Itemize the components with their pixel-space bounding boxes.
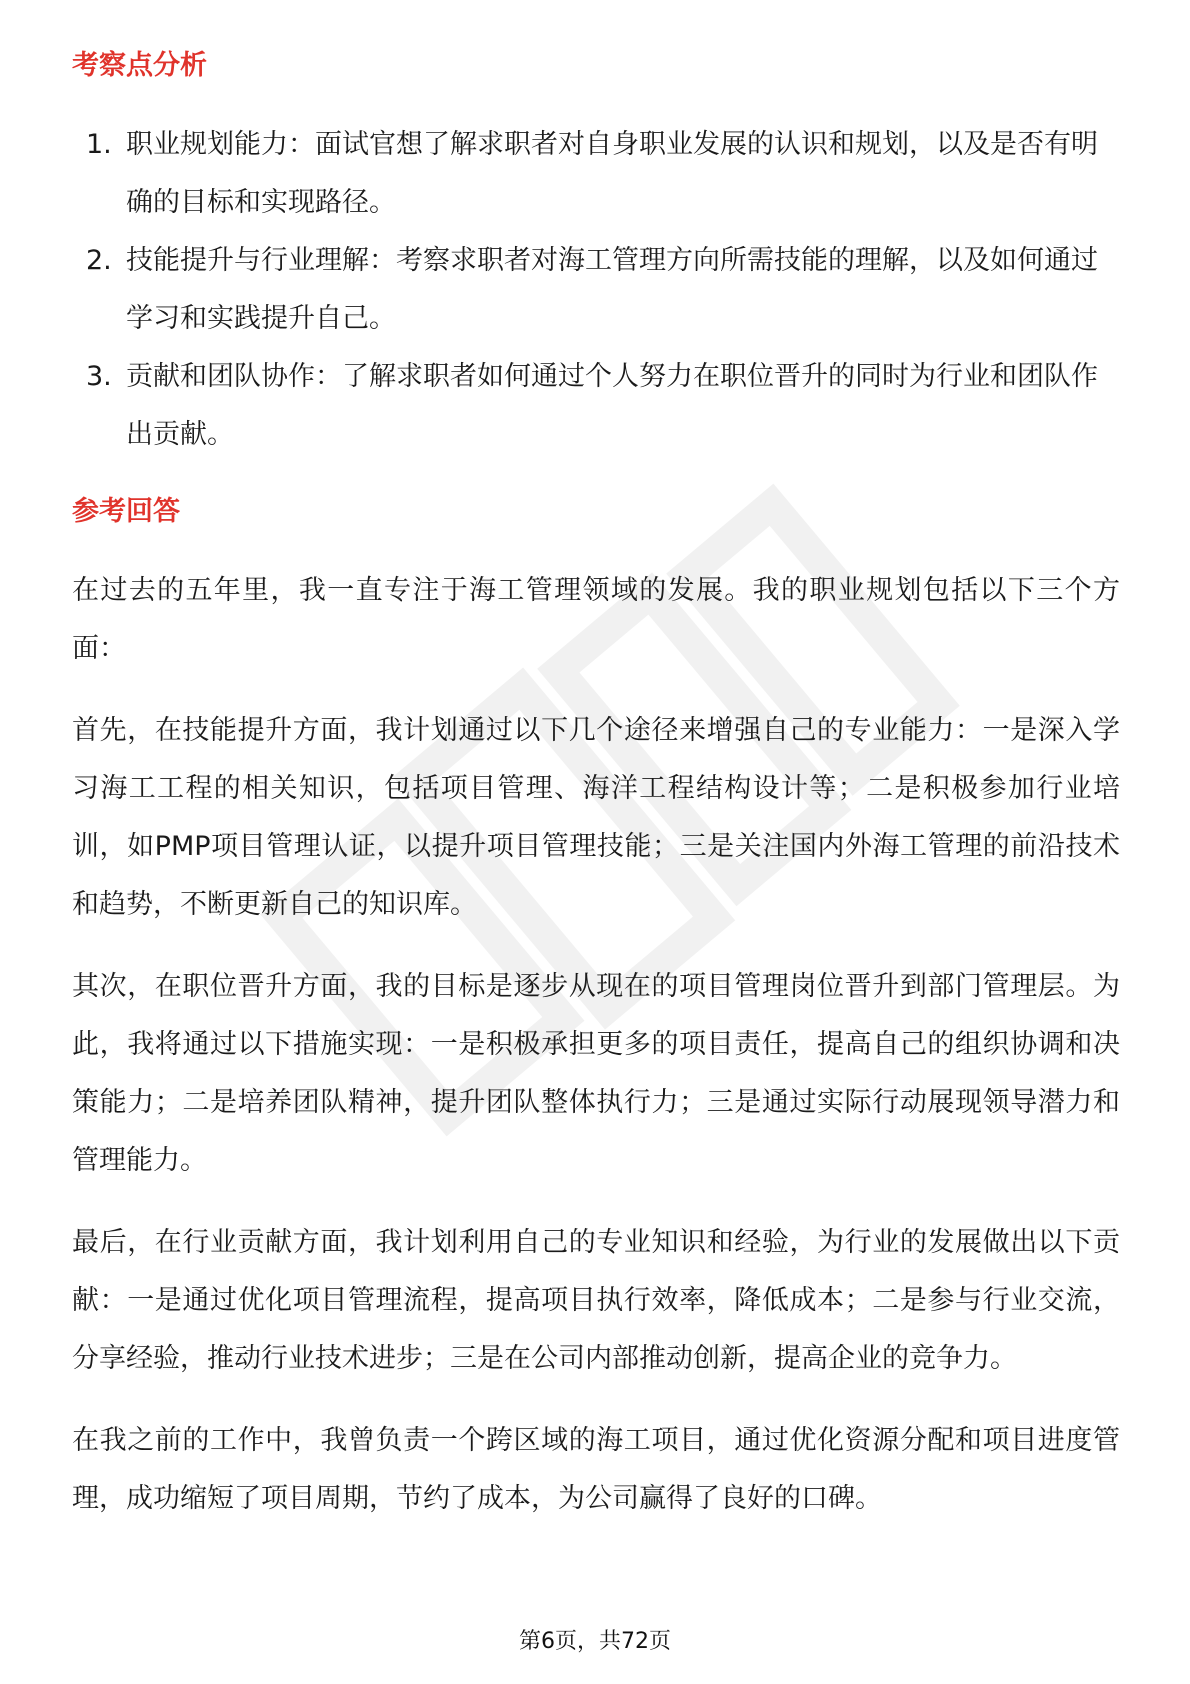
answer-paragraph: 其次，在职位晋升方面，我的目标是逐步从现在的项目管理岗位晋升到部门管理层。为此，我将通过以下措施实现：一是积极承担更多的项目责任，提高自己的组织协调和决策能力；二是培养团队精神，提升团队整体执行力；三是通过实际行动展现领导潜力和管理能力。 [72, 971, 1120, 1176]
list-item-text: 技能提升与行业理解：考察求职者对海工管理方向所需技能的理解，以及如何通过学习和实践提升自己。 [126, 245, 1098, 334]
answer-paragraph: 在过去的五年里，我一直专注于海工管理领域的发展。我的职业规划包括以下三个方面： [72, 575, 1120, 664]
page-footer: 第6页，共72页 [519, 1629, 671, 1654]
list-item-number: 3. [86, 361, 112, 392]
answer-paragraph: 最后，在行业贡献方面，我计划利用自己的专业知识和经验，为行业的发展做出以下贡献：一是通过优化项目管理流程，提高项目执行效率，降低成本；二是参与行业交流，分享经验，推动行业技术进步；三是在公司内部推动创新，提高企业的竞争力。 [72, 1227, 1120, 1374]
answer-heading: 参考回答 [72, 496, 180, 527]
list-item [72, 116, 1120, 232]
answer-paragraph: 首先，在技能提升方面，我计划通过以下几个途径来增强自己的专业能力：一是深入学习海工工程的相关知识，包括项目管理、海洋工程结构设计等；二是积极参加行业培训，如PMP项目管理认证，以提升项目管理技能；三是关注国内外海工管理的前沿技术和趋势，不断更新自己的知识库。 [72, 715, 1120, 920]
analysis-heading: 考察点分析 [72, 50, 207, 81]
list-item-text: 贡献和团队协作：了解求职者如何通过个人努力在职位晋升的同时为行业和团队作出贡献。 [126, 361, 1098, 450]
list-item-number: 2. [86, 245, 112, 276]
analysis-list [72, 116, 1120, 464]
list-item [72, 348, 1120, 464]
list-item [72, 232, 1120, 348]
list-item-text: 职业规划能力：面试官想了解求职者对自身职业发展的认识和规划，以及是否有明确的目标和实现路径。 [126, 129, 1098, 218]
answer-paragraph: 在我之前的工作中，我曾负责一个跨区域的海工项目，通过优化资源分配和项目进度管理，成功缩短了项目周期，节约了成本，为公司赢得了良好的口碑。 [72, 1425, 1120, 1514]
list-item-number: 1. [86, 129, 112, 160]
document-content [72, 46, 1120, 1528]
